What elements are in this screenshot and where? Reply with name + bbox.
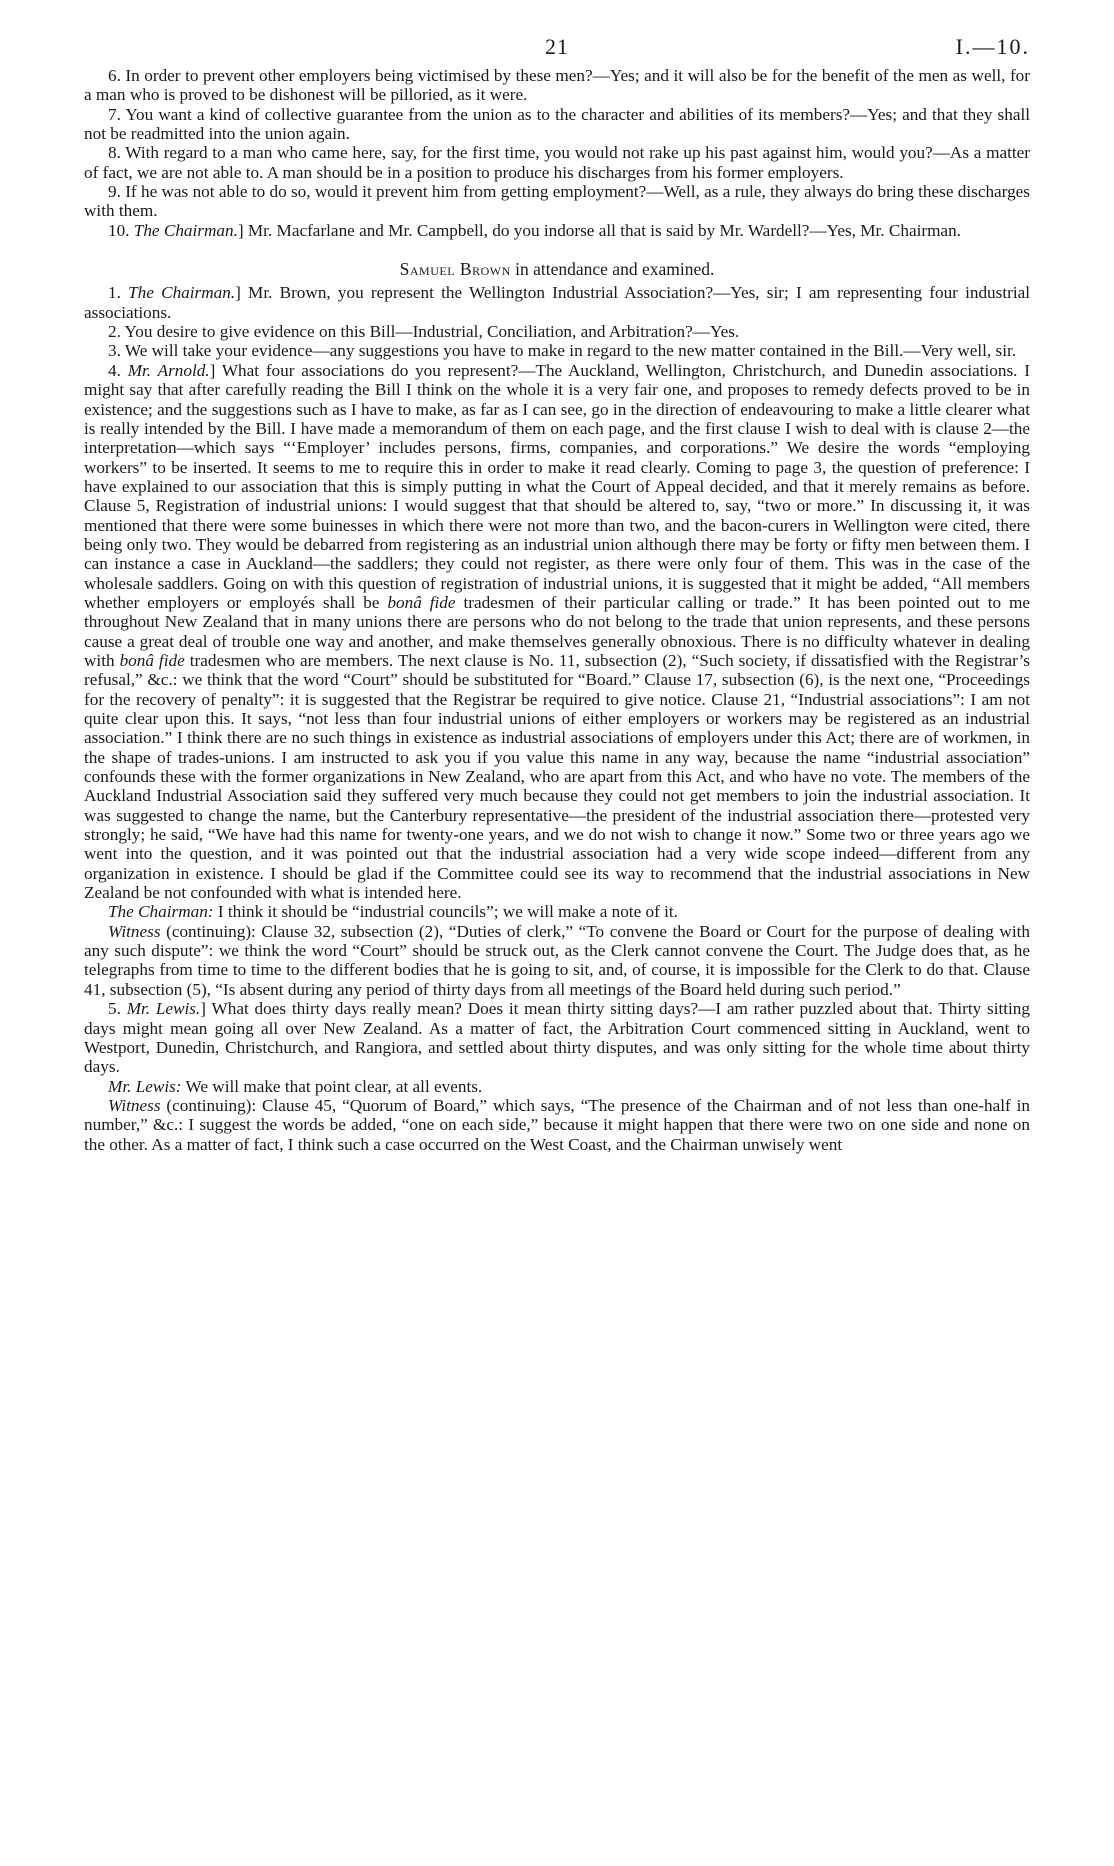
paragraph-text: tradesmen of their particular calling or trade.” It has been pointed out to me throughout New Zealand that in many unions there are persons who do not belong to the trade that union represents, and these persons cause a great deal of trouble one way and another, and make themselves generally obnoxious. There is no difficulty whatever in dealing with [84, 592, 1030, 670]
witness-name: Samuel Brown [399, 259, 511, 280]
paragraph-text: ] Mr. Brown, you represent the Wellington Industrial Association?—Yes, sir; I am representing four industrial associations. [84, 283, 1031, 322]
paragraph-witness-continuing-2 [84, 1096, 1030, 1154]
speaker-label: Mr. Lewis. [126, 999, 201, 1019]
paragraph-q4 [84, 361, 1030, 903]
paragraph-q2: 2. You desire to give evidence on this Bill—Industrial, Conciliation, and Arbitration?—Yes. [108, 322, 740, 342]
paper-reference: I.—10. [955, 34, 1030, 59]
italic-term: bonâ fide [119, 650, 185, 670]
witness-heading-text: in attendance and examined. [510, 259, 715, 280]
paragraph-q10 [84, 221, 1030, 240]
paragraph-q6: 6. In order to prevent other employers being victimised by these men?—Yes; and it will also be for the benefit of the men as well, for a man who is proved to be dishonest will be pilloried, as it were. [84, 66, 1030, 105]
speaker-label: Mr. Lewis: [108, 1076, 182, 1096]
paragraph-text: ] What four associations do you represent?—The Auckland, Wellington, Christchurch, and Dunedin associations. I might say that after carefully reading the Bill I think on the whole it is a very fair one, and proposes to remedy defects proved to be in existence; and the suggestions such as I have to make, as far as I can see, go in the direction of endeavouring to make a little clearer what is really intended by the Bill. I have made a memorandum of them on each page, and the first clause I wish to deal with is clause 2—the interpretation—which says “‘Employer’ includes persons, firms, companies, and corporations.” We desire the words “employing workers” to be inserted. It seems to me to require this in order to make it read clearly. Coming to page 3, the question of preference: I have explained to our association that this is simply putting in what the Court of Appeal decided, and that it merely remains as before. Clause 5, Registration of industrial unions: I would suggest that that should be altered to, say, “two or more.” In discussing it, it was mentioned that there were some buinesses in which there were not more than two, and the bacon-curers in Wellington were cited, there being only two. They would be debarred from registering as an industrial union although there may be forty or fifty men between them. I can instance a case in Auckland—the saddlers; they could not register, as there were only four of them. This was in the case of the wholesale saddlers. Going on with this question of registration of industrial unions, it is suggested that it might be added, “All members whether employers or employés shall be [84, 360, 1030, 612]
paragraph-q5 [84, 999, 1030, 1076]
italic-term: bonâ fide [387, 592, 456, 612]
paragraph-chairman-remark [84, 902, 1030, 921]
paragraph-q8: 8. With regard to a man who came here, say, for the first time, you would not rake up his past against him, would you?—As a matter of fact, we are not able to. A man should be in a position to produce his discharges from his former employers. [84, 143, 1030, 182]
paragraph-text: (continuing): Clause 32, subsection (2), “Duties of clerk,” “To convene the Board or Court for the purpose of dealing with any such dispute”: we think the word “Court” should be struck out, as the Clerk cannot convene the Court. The Judge does that, as he telegraphs from time to time to the different bodies that he is going to sit, and, of course, it is impossible for the Clerk to do that. Clause 41, subsection (5), “Is absent during any period of thirty days from all meetings of the Board held during such period.” [84, 921, 1030, 999]
body-text [84, 66, 1030, 1154]
paragraph-q9: 9. If he was not able to do so, would it prevent him from getting employment?—Well, as a rule, they always do bring these discharges with them. [84, 182, 1030, 221]
witness-heading [84, 260, 1030, 279]
paragraph-q7: 7. You want a kind of collective guarantee from the union as to the character and abilities of its members?—Yes; and that they shall not be readmitted into the union again. [84, 104, 1030, 144]
question-number: 5. [108, 999, 121, 1019]
paragraph-text: ] What does thirty days really mean? Does it mean thirty sitting days?—I am rather puzzled about that. Thirty sitting days might mean going all over New Zealand. As a matter of fact, the Arbitration Court commenced sitting in Auckland, went to Westport, Dunedin, Christchurch, and Rangiora, and settled about thirty disputes, and was only sitting for the whole time about thirty days. [84, 999, 1030, 1077]
paragraph-lewis-remark [84, 1077, 1030, 1096]
paragraph-text: tradesmen who are members. The next clause is No. 11, subsection (2), “Such society, if dissatisfied with the Registrar’s refusal,” &c.: we think that the word “Court” should be substituted for “Board.” Clause 17, subsection (6), is the next one, “Proceedings for the recovery of penalty”: it is suggested that the Registrar be required to give notice. Clause 21, “Industrial associations”: I am not quite clear upon this. It says, “not less than four industrial unions of either employers or workers may be registered as an industrial association.” I think there are no such things in existence as industrial associations of employers under this Act; there are of workmen, in the shape of trades-unions. I am instructed to ask you if you value this name in any way, because the name “industrial association” confounds these with the former organizations in New Zealand, who are apart from this Act, and who have no vote. The members of the Auckland Industrial Association said they suffered very much because they could not get members to join the industrial association. It was suggested to change the name, but the Canterbury representative—the president of the industrial association there—protested very strongly; he said, “We have had this name for twenty-one years, and we do not wish to change it now.” Some two or three years ago we went into the question, and it was pointed out that the industrial association had a very wide scope indeed—different from any organization in existence. I should be glad if the Committee could see its way to recommend that the industrial associations in New Zealand be not confounded with what is intended here. [84, 650, 1030, 903]
paragraph-text: (continuing): Clause 45, “Quorum of Board,” which says, “The presence of the Chairman and of not less than one-half in number,” &c.: I suggest the words be added, “one on each side,” because it might happen that there were two on one side and none on the other. As a matter of fact, I think such a case occurred on the West Coast, and the Chairman unwisely went [84, 1095, 1030, 1154]
question-number: 4. [108, 360, 121, 380]
speaker-label: Mr. Arnold. [127, 360, 210, 380]
speaker-label: Witness [108, 921, 161, 941]
speaker-label: The Chairman: [108, 902, 214, 922]
paragraph-q3: 3. We will take your evidence—any suggestions you have to make in regard to the new matter contained in the Bill.—Very well, sir. [108, 341, 1017, 361]
question-number: 10. [108, 220, 130, 240]
paragraph-witness-continuing-1 [84, 922, 1030, 999]
paragraph-text: I think it should be “industrial councils”; we will make a note of it. [213, 902, 678, 922]
paragraph-text: We will make that point clear, at all events. [181, 1076, 483, 1096]
question-number: 1. [108, 283, 121, 303]
speaker-label: Witness [108, 1095, 161, 1115]
page-header [84, 30, 1030, 66]
page-number: 21 [545, 34, 569, 59]
paragraph-text: ] Mr. Macfarlane and Mr. Campbell, do you indorse all that is said by Mr. Wardell?—Yes, Mr. Chairman. [237, 220, 961, 240]
speaker-label: The Chairman. [128, 283, 236, 303]
speaker-label: The Chairman. [133, 220, 238, 240]
paragraph-q1 [84, 283, 1030, 322]
